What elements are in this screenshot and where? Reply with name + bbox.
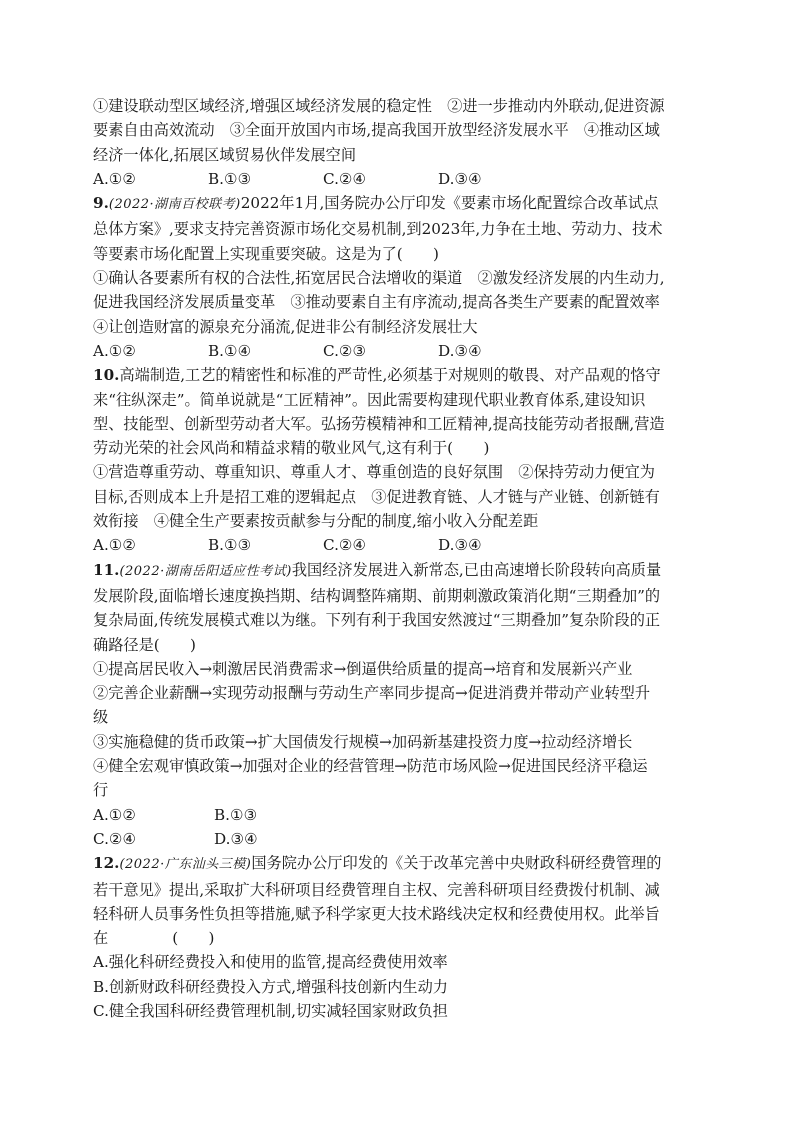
choice-a[interactable]: A.强化科研经费投入和使用的监管,提高经费使用效率 [93, 953, 448, 972]
question-number: 9 [93, 194, 104, 213]
q11-stem-text: 我国经济发展进入新常态,已由高速增长阶段转向高质量 [291, 560, 662, 579]
q10-stem-line: 劳动光荣的社会风尚和精益求精的敬业风气,这有利于( ) [93, 439, 490, 458]
q11-statement-line: 行 [93, 781, 109, 800]
option-c[interactable]: C.②④ [323, 536, 367, 555]
question-number: 11 [93, 560, 115, 579]
question-source: (2022·湖南岳阳适应性考试) [119, 563, 292, 579]
q11-statement-line: ②完善企业薪酬→实现劳动报酬与劳动生产率同步提高→促进消费并带动产业转型升 [93, 684, 651, 703]
q11-stem-line: 复杂局面,传统发展模式难以为继。下列有利于我国安然渡过“三期叠加”复杂阶段的正 [93, 611, 661, 630]
q10-stem-line: 来“往纵深走”。简单说就是“工匠精神”。因此需要构建现代职业教育体系,建设知识 [93, 390, 646, 409]
q8-options [93, 167, 703, 191]
q10-stem-line: 型、技能型、创新型劳动者大军。弘扬劳模精神和工匠精神,提高技能劳动者报酬,营造 [93, 414, 665, 433]
question-11 [93, 558, 703, 852]
option-a[interactable]: A.①② [93, 536, 137, 555]
q9-stem-text: 2022年1月,国务院办公厅印发《要素市场化配置综合改革试点 [240, 194, 659, 213]
option-d[interactable]: D.③④ [214, 829, 258, 848]
q9-statement-line: ④让创造财富的源泉充分涌流,促进非公有制经济发展壮大 [93, 317, 478, 336]
q12-stem-line: 若干意见》提出,采取扩大科研项目经费管理自主权、完善科研项目经费拨付机制、减 [93, 880, 660, 899]
q9-statement-line: 促进我国经济发展质量变革 ③推动要素自主有序流动,提高各类生产要素的配置效率 [93, 293, 660, 312]
option-d[interactable]: D.③④ [438, 536, 482, 555]
q11-stem-line: 11.(2022·湖南岳阳适应性考试)我国经济发展进入新常态,已由高速增长阶段转向高质量 [93, 560, 662, 579]
answer-blank[interactable]: ( ) [172, 929, 215, 948]
question-9 [93, 191, 703, 363]
q10-statement-line: 效衔接 ④健全生产要素按贡献参与分配的制度,缩小收入分配差距 [93, 512, 539, 531]
option-a[interactable]: A.①② [93, 341, 137, 360]
q8-statement-line: 要素自由高效流动 ③全面开放国内市场,提高我国开放型经济发展水平 ④推动区域 [93, 121, 660, 140]
option-b[interactable]: B.①③ [208, 536, 252, 555]
q12-stem-line: 12.(2022·广东汕头三模)国务院办公厅印发的《关于改革完善中央财政科研经费管理的 [93, 854, 662, 873]
choice-c[interactable]: C.健全我国科研经费管理机制,切实减轻国家财政负担 [93, 1001, 448, 1020]
q11-options-row-2 [93, 827, 703, 851]
option-b[interactable]: B.①④ [208, 341, 252, 360]
q9-stem-line: 等要素市场化配置上实现重要突破。这是为了( ) [93, 244, 439, 263]
question-number: 12 [93, 854, 115, 873]
question-12 [93, 851, 703, 1023]
q12-stem-line [93, 926, 703, 950]
option-d[interactable]: D.③④ [438, 169, 482, 188]
q9-stem-line: 9.(2022·湖南百校联考)2022年1月,国务院办公厅印发《要素市场化配置综合改革试点 [93, 194, 659, 213]
option-c[interactable]: C.②④ [323, 169, 367, 188]
option-c[interactable]: C.②③ [323, 341, 367, 360]
q12-stem-line: 轻科研人员事务性负担等措施,赋予科学家更大技术路线决定权和经费使用权。此举旨 [93, 904, 660, 923]
question-source: (2022·广东汕头三模) [119, 857, 252, 873]
q9-statement-line: ①确认各要素所有权的合法性,拓宽居民合法增收的渠道 ②激发经济发展的内生动力, [93, 269, 665, 288]
q10-stem-line: 10.高端制造,工艺的精密性和标准的严苛性,必须基于对规则的敬畏、对产品观的恪守 [93, 366, 661, 385]
option-c[interactable]: C.②④ [93, 829, 137, 848]
question-number: 10 [93, 366, 115, 385]
option-d[interactable]: D.③④ [438, 341, 482, 360]
q11-statement-line: ③实施稳健的货币政策→扩大国债发行规模→加码新基建投资力度→拉动经济增长 [93, 732, 633, 751]
q11-stem-line: 确路径是( ) [93, 635, 196, 654]
q11-statement-line: 级 [93, 708, 109, 727]
q11-statement-line: ①提高居民收入→刺激居民消费需求→倒逼供给质量的提高→培育和发展新兴产业 [93, 659, 633, 678]
option-b[interactable]: B.①③ [214, 805, 258, 824]
q10-stem-text: 高端制造,工艺的精密性和标准的严苛性,必须基于对规则的敬畏、对产品观的恪守 [119, 366, 661, 385]
q12-stem-text: 在 [93, 929, 109, 948]
q9-stem-line: 总体方案》,要求支持完善资源市场化交易机制,到2023年,力争在土地、劳动力、技术 [93, 220, 663, 239]
q11-statement-line: ④健全宏观审慎政策→加强对企业的经营管理→防范市场风险→促进国民经济平稳运 [93, 757, 648, 776]
option-a[interactable]: A.①② [93, 169, 137, 188]
option-a[interactable]: A.①② [93, 805, 137, 824]
question-content [93, 94, 703, 1023]
q8-statement-line: 经济一体化,拓展区域贸易伙伴发展空间 [93, 145, 357, 164]
q10-options [93, 533, 703, 557]
question-8 [93, 94, 703, 191]
q8-statement-line: ①建设联动型区域经济,增强区域经济发展的稳定性 ②进一步推动内外联动,促进资源 [93, 97, 665, 115]
question-source: (2022·湖南百校联考) [108, 197, 241, 213]
q12-stem-text: 国务院办公厅印发的《关于改革完善中央财政科研经费管理的 [251, 854, 662, 873]
q11-stem-line: 发展阶段,面临增长速度换挡期、结构调整阵痛期、前期刺激政策消化期“三期叠加”的 [93, 586, 661, 605]
q10-statement-line: ①营造尊重劳动、尊重知识、尊重人才、尊重创造的良好氛围 ②保持劳动力便宜为 [93, 463, 655, 482]
question-10 [93, 363, 703, 557]
q9-options [93, 339, 703, 363]
option-b[interactable]: B.①③ [208, 169, 252, 188]
q10-statement-line: 目标,否则成本上升是招工难的逻辑起点 ③促进教育链、人才链与产业链、创新链有 [93, 487, 660, 506]
choice-b[interactable]: B.创新财政科研经费投入方式,增强科技创新内生动力 [93, 977, 448, 996]
q11-options-row-1 [93, 803, 703, 827]
